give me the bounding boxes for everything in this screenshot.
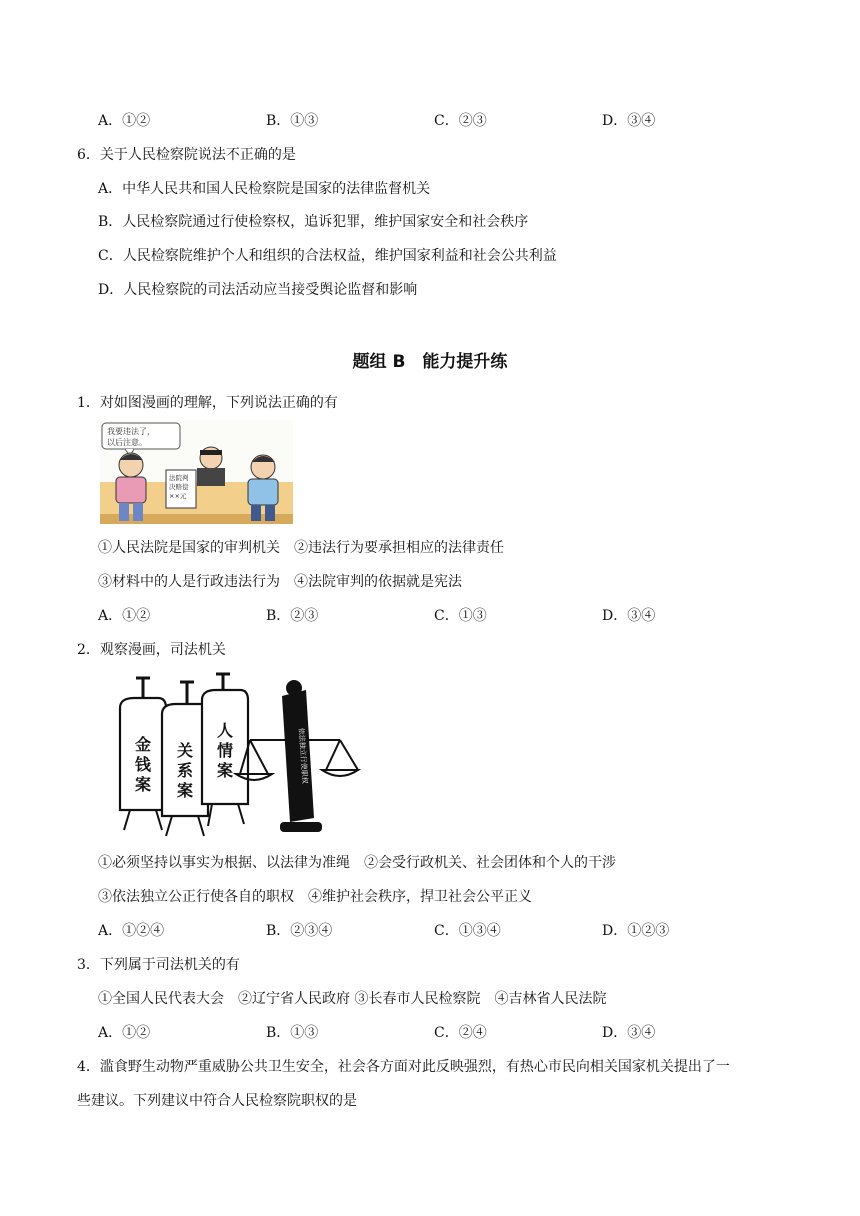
- b3-stem: 3．下列属于司法机关的有: [77, 957, 240, 973]
- b1-option-d: D．③④: [602, 608, 656, 624]
- b1-option-b: B．②③: [266, 608, 319, 624]
- b1-option-a: A．①②: [98, 608, 151, 624]
- q5-option-c: C．②③: [434, 113, 487, 129]
- justice-comic-image: [100, 670, 362, 840]
- comic-sign-line2: 决赔偿: [169, 483, 189, 491]
- scale-label: 依法独立行使职权: [297, 727, 309, 785]
- b4-stem-line2: 些建议。下列建议中符合人民检察院职权的是: [77, 1093, 357, 1109]
- b1-statements-line1: ①人民法院是国家的审判机关 ②违法行为要承担相应的法律责任: [98, 540, 504, 556]
- comic-sign-line1: 法院判: [169, 474, 189, 482]
- courtroom-comic-image: [100, 420, 293, 524]
- card2-char1: 关: [176, 741, 194, 760]
- b3-option-d: D．③④: [602, 1025, 656, 1041]
- b1-option-c: C．①③: [434, 608, 487, 624]
- card1-char2: 钱: [134, 755, 152, 774]
- q6-option-d: D．人民检察院的司法活动应当接受舆论监督和影响: [98, 282, 418, 298]
- b4-stem-line1: 4．滥食野生动物严重威胁公共卫生安全，社会各方面对此反映强烈，有热心市民向相关国家机关提出了一: [77, 1059, 730, 1075]
- q6-option-b: B．人民检察院通过行使检察权，追诉犯罪，维护国家安全和社会秩序: [98, 214, 529, 230]
- card3-char3: 案: [216, 761, 234, 780]
- b2-statements-line2: ③依法独立公正行使各自的职权 ④维护社会秩序，捍卫社会公平正义: [98, 889, 532, 905]
- card1-char1: 金: [134, 735, 152, 754]
- comic-speech-line2: 以后注意。: [107, 438, 147, 447]
- comic-sign-line3: ××元: [169, 492, 187, 500]
- section-title: 题组 B 能力提升练: [352, 352, 508, 372]
- card2-char3: 案: [176, 781, 194, 800]
- card3-char1: 人: [216, 721, 234, 740]
- q6-option-a: A．中华人民共和国人民检察院是国家的法律监督机关: [98, 181, 431, 197]
- q5-option-b: B．①③: [266, 113, 319, 129]
- b2-option-b: B．②③④: [266, 923, 333, 939]
- q6-option-c: C．人民检察院维护个人和组织的合法权益，维护国家利益和社会公共利益: [98, 248, 557, 264]
- b3-option-b: B．①③: [266, 1025, 319, 1041]
- b3-option-c: C．②④: [434, 1025, 487, 1041]
- q5-option-d: D．③④: [602, 113, 656, 129]
- b2-statements-line1: ①必须坚持以事实为根据、以法律为准绳 ②会受行政机关、社会团体和个人的干涉: [98, 855, 616, 871]
- comic-speech-line1: 我要违法了，: [107, 427, 155, 436]
- q6-stem: 6．关于人民检察院说法不正确的是: [77, 147, 296, 163]
- b3-statements: ①全国人民代表大会 ②辽宁省人民政府 ③长春市人民检察院 ④吉林省人民法院: [98, 991, 607, 1007]
- b2-option-a: A．①②④: [98, 923, 165, 939]
- b2-option-d: D．①②③: [602, 923, 670, 939]
- card2-char2: 系: [176, 761, 194, 780]
- card1-char3: 案: [134, 775, 152, 794]
- card3-char2: 情: [216, 741, 234, 760]
- b1-stem: 1．对如图漫画的理解，下列说法正确的有: [77, 395, 338, 411]
- b2-stem: 2．观察漫画，司法机关: [77, 642, 226, 658]
- q5-option-a: A．①②: [98, 113, 151, 129]
- b3-option-a: A．①②: [98, 1025, 151, 1041]
- b2-option-c: C．①③④: [434, 923, 501, 939]
- b1-statements-line2: ③材料中的人是行政违法行为 ④法院审判的依据就是宪法: [98, 574, 462, 590]
